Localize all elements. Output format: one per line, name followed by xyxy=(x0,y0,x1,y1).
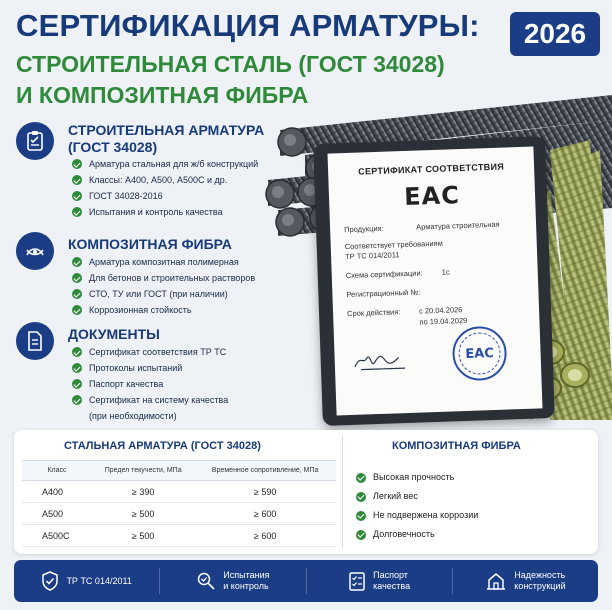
page-subtitle-line1: СТРОИТЕЛЬНАЯ СТАЛЬ (ГОСТ 34028) xyxy=(16,51,445,77)
product-value: Арматура строительная xyxy=(415,219,500,232)
table-cell: ≥ 590 xyxy=(194,481,336,503)
list-item xyxy=(356,506,478,525)
list-item-text: (при необходимости) xyxy=(89,411,177,421)
list-item-text: Испытания и контроль качества xyxy=(89,207,223,217)
section-steel-rebar xyxy=(16,122,316,222)
list-item-text: Арматура композитная полимерная xyxy=(89,257,239,267)
list-item-text: Долговечность xyxy=(373,529,435,539)
divider xyxy=(342,436,343,548)
table-cell: А500 xyxy=(22,503,92,525)
certificate-validity xyxy=(347,303,526,329)
checklist-icon xyxy=(348,571,366,591)
check-icon xyxy=(72,159,82,169)
certificate-product xyxy=(344,219,522,234)
shield-check-icon xyxy=(41,571,59,591)
table-cell: ≥ 500 xyxy=(92,525,194,547)
list-item xyxy=(72,302,255,318)
year-badge: 2026 xyxy=(510,12,600,56)
feature-list xyxy=(72,156,258,220)
list-item-text: Для бетонов и строительных растворов xyxy=(89,273,256,283)
footer-item-passport xyxy=(307,570,452,592)
list-item-text: Арматура стальная для ж/б конструкций xyxy=(89,159,259,169)
section-title: КОМПОЗИТНАЯ ФИБРА xyxy=(68,236,232,252)
table-cell: ≥ 390 xyxy=(92,481,194,503)
compliance-line2: ТР ТС 014/2011 xyxy=(344,250,400,262)
signature-icon xyxy=(352,349,413,373)
check-icon xyxy=(72,347,82,357)
column-header: Временное сопротивление, МПа xyxy=(194,461,336,481)
footer-item-label: Надежность xyxy=(514,570,566,580)
certificate-title: СЕРТИФИКАТ СООТВЕТСТВИЯ xyxy=(357,161,505,177)
list-item-text: Высокая прочность xyxy=(373,472,455,482)
table-row xyxy=(22,481,336,503)
eac-stamp: ЕАС xyxy=(452,326,508,382)
validity-label: Срок действия: xyxy=(346,307,401,319)
list-item xyxy=(72,204,258,220)
check-icon xyxy=(356,511,366,521)
list-item-text: СТО, ТУ или ГОСТ (при наличии) xyxy=(89,289,228,299)
table-cell: ≥ 500 xyxy=(92,503,194,525)
list-item xyxy=(72,360,228,376)
list-item-text: ГОСТ 34028-2016 xyxy=(89,191,163,201)
check-icon xyxy=(72,363,82,373)
section-composite-fiber xyxy=(16,232,316,322)
list-item xyxy=(72,344,228,360)
composite-heading: КОМПОЗИТНАЯ ФИБРА xyxy=(392,440,521,452)
validity-from: с 20.04.2026 xyxy=(418,305,463,316)
list-item-text: Протоколы испытаний xyxy=(89,363,183,373)
feature-list xyxy=(72,344,228,424)
check-icon xyxy=(72,379,82,389)
scheme-value: 1с xyxy=(441,267,450,277)
certificate-paper xyxy=(327,146,542,415)
footer-item-regulation xyxy=(14,571,159,591)
check-icon xyxy=(72,191,82,201)
eac-mark: ЕАС xyxy=(403,181,461,212)
list-item xyxy=(72,172,258,188)
check-icon xyxy=(72,305,82,315)
check-icon xyxy=(72,395,82,405)
table-row xyxy=(22,503,336,525)
check-icon xyxy=(72,289,82,299)
column-header: Предел текучести, МПа xyxy=(92,461,194,481)
building-icon xyxy=(485,571,507,591)
list-item xyxy=(72,254,255,270)
certificate-scheme xyxy=(346,265,524,280)
check-icon xyxy=(356,530,366,540)
footer-item-label: качества xyxy=(373,581,411,591)
section-documents xyxy=(16,322,316,422)
footer-item-inspection xyxy=(160,570,305,592)
compliance-line1: Соответствует требованиям xyxy=(344,238,443,252)
scheme-label: Схема сертификации: xyxy=(345,268,423,281)
list-item xyxy=(72,408,228,424)
table-cell: ≥ 600 xyxy=(194,525,336,547)
list-item-text: Сертификат на систему качества xyxy=(89,395,229,405)
comparison-card xyxy=(14,430,598,554)
check-icon xyxy=(72,257,82,267)
list-item xyxy=(72,188,258,204)
list-item-text: Коррозионная стойкость xyxy=(89,305,192,315)
document-icon xyxy=(16,322,54,360)
table-cell: А400 xyxy=(22,481,92,503)
section-title xyxy=(68,122,264,156)
table-header-row xyxy=(22,461,336,481)
section-title: ДОКУМЕНТЫ xyxy=(68,326,160,342)
check-icon xyxy=(72,175,82,185)
list-item xyxy=(72,392,228,408)
page-title: СЕРТИФИКАЦИЯ АРМАТУРЫ: xyxy=(16,8,480,43)
feature-list xyxy=(72,254,255,318)
column-header: Класс xyxy=(22,461,92,481)
check-icon xyxy=(72,207,82,217)
list-item-text: Паспорт качества xyxy=(89,379,164,389)
check-icon xyxy=(72,273,82,283)
check-icon xyxy=(356,492,366,502)
steel-table-heading: СТАЛЬНАЯ АРМАТУРА (ГОСТ 34028) xyxy=(64,440,261,452)
section-title-line1: СТРОИТЕЛЬНАЯ АРМАТУРА xyxy=(68,122,265,138)
footer-item-label: Паспорт xyxy=(373,570,408,580)
registration-label: Регистрационный №: xyxy=(346,287,421,300)
check-icon xyxy=(356,473,366,483)
certificate-registration xyxy=(346,284,524,299)
footer-bar xyxy=(14,560,598,602)
product-label: Продукция: xyxy=(343,223,384,235)
list-item-text: Не подвержена коррозии xyxy=(373,510,479,520)
list-item-text: Сертификат соответствия ТР ТС xyxy=(89,347,227,357)
list-item xyxy=(72,286,255,302)
list-item xyxy=(356,525,478,544)
footer-item-label: Испытания xyxy=(223,570,270,580)
clipboard-icon xyxy=(16,122,54,160)
footer-item-reliability xyxy=(453,570,598,592)
table-cell: ≥ 600 xyxy=(194,503,336,525)
fiber-icon xyxy=(16,232,54,270)
list-item-text: Легкий вес xyxy=(373,491,418,501)
inspection-icon xyxy=(196,571,216,591)
footer-item-label: и контроль xyxy=(223,581,269,591)
footer-item-label: ТР ТС 014/2011 xyxy=(66,575,132,586)
validity-to: по 19.04.2029 xyxy=(419,315,468,327)
list-item xyxy=(356,487,478,506)
list-item xyxy=(72,376,228,392)
composite-list xyxy=(356,468,478,544)
table-cell: А500С xyxy=(22,525,92,547)
list-item xyxy=(356,468,478,487)
table-row xyxy=(22,525,336,547)
steel-table xyxy=(22,460,336,547)
list-item xyxy=(72,156,258,172)
list-item-text: Классы: А400, А500, А500С и др. xyxy=(89,175,228,185)
page-subtitle-line2: И КОМПОЗИТНАЯ ФИБРА xyxy=(16,82,309,108)
list-item xyxy=(72,270,255,286)
footer-item-label: конструкций xyxy=(514,581,566,591)
section-title-line2: (ГОСТ 34028) xyxy=(68,139,158,155)
